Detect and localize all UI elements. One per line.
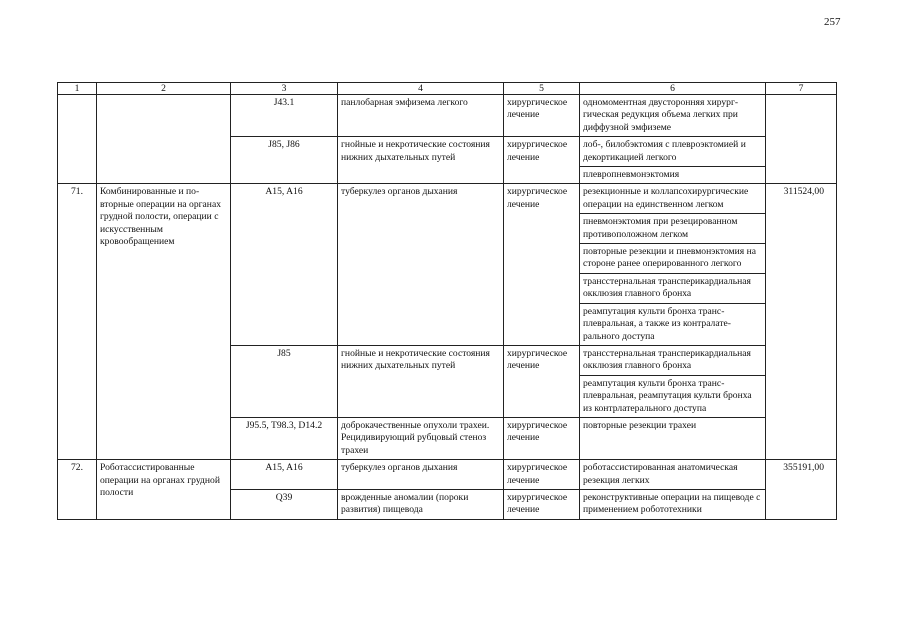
diagnosis-cell: гнойные и некротические состояния нижних дыхательных путей: [338, 137, 504, 184]
name-cell: Комбинированные и повторные операции на органах грудной полости, операции с искусственным кровообращением: [97, 184, 231, 460]
price-cell: 311524,00: [766, 184, 837, 460]
row-number-cell: 71.: [58, 184, 97, 460]
medical-care-table: [57, 82, 837, 520]
column-number: 1: [58, 83, 97, 95]
diagnosis-cell: гнойные и некротические состояния нижних дыхательных путей: [338, 345, 504, 417]
treatment-method-cell: трансстернальная трансперикардиальная окклюзия главного бронха: [580, 273, 766, 303]
treatment-method-cell: пневмонэктомия при резецированном противоположном легком: [580, 214, 766, 244]
treatment-method-cell: роботассистированная анатомическая резекция легких: [580, 460, 766, 490]
page-number: 257: [824, 16, 841, 28]
treatment-type-cell: хирургическое лечение: [504, 417, 580, 459]
diagnosis-cell: врожденные аномалии (пороки развития) пищевода: [338, 489, 504, 519]
column-number: 7: [766, 83, 837, 95]
treatment-type-cell: хирургическое лечение: [504, 460, 580, 490]
treatment-method-cell: резекционные и коллапсохирургические операции на единственном легком: [580, 184, 766, 214]
treatment-method-cell: повторные резекции трахеи: [580, 417, 766, 459]
treatment-type-cell: хирургическое лечение: [504, 489, 580, 519]
column-number: 4: [338, 83, 504, 95]
treatment-method-cell: реконструктивные операции на пищеводе с применением робототехники: [580, 489, 766, 519]
icd-code-cell: J95.5, T98.3, D14.2: [231, 417, 338, 459]
treatment-type-cell: хирургическое лечение: [504, 137, 580, 184]
treatment-method-cell: плевропневмонэктомия: [580, 167, 766, 184]
row-number-cell: 72.: [58, 460, 97, 520]
diagnosis-cell: туберкулез органов дыхания: [338, 460, 504, 490]
table-row: [58, 95, 837, 137]
treatment-method-cell: одномоментная двусторонняя хирурггическая редукция объема легких при диффузной эмфиземе: [580, 95, 766, 137]
icd-code-cell: J85: [231, 345, 338, 417]
treatment-type-cell: хирургическое лечение: [504, 184, 580, 345]
treatment-type-cell: хирургическое лечение: [504, 95, 580, 137]
name-cell: Роботассистированные операции на органах грудной полости: [97, 460, 231, 520]
diagnosis-cell: туберкулез органов дыхания: [338, 184, 504, 345]
column-number: 3: [231, 83, 338, 95]
column-number: 5: [504, 83, 580, 95]
treatment-method-cell: реампутация культи бронха трансплевральная, а также из контралатерального доступа: [580, 303, 766, 345]
diagnosis-cell: доброкачественные опухоли трахеи. Рецидивирующий рубцовый стеноз трахеи: [338, 417, 504, 459]
treatment-method-cell: лоб-, билобэктомия с плевроэктомией и декортикацией легкого: [580, 137, 766, 167]
treatment-type-cell: хирургическое лечение: [504, 345, 580, 417]
icd-code-cell: Q39: [231, 489, 338, 519]
name-cell: [97, 95, 231, 184]
treatment-method-cell: трансстернальная трансперикардиальная окклюзия главного бронха: [580, 345, 766, 375]
column-number: 6: [580, 83, 766, 95]
treatment-method-cell: повторные резекции и пневмонэктомия на стороне ранее оперированного легкого: [580, 244, 766, 274]
row-number-cell: [58, 95, 97, 184]
treatment-method-cell: реампутация культи бронха трансплевральная, реампутация культи бронха из контрлатерального доступа: [580, 375, 766, 417]
icd-code-cell: J85, J86: [231, 137, 338, 184]
price-cell: 355191,00: [766, 460, 837, 520]
icd-code-cell: J43.1: [231, 95, 338, 137]
column-number: 2: [97, 83, 231, 95]
table-row: [58, 184, 837, 214]
icd-code-cell: A15, A16: [231, 184, 338, 345]
column-number-row: [58, 83, 837, 95]
icd-code-cell: A15, A16: [231, 460, 338, 490]
table-row: [58, 460, 837, 490]
price-cell: [766, 95, 837, 184]
diagnosis-cell: панлобарная эмфизема легкого: [338, 95, 504, 137]
